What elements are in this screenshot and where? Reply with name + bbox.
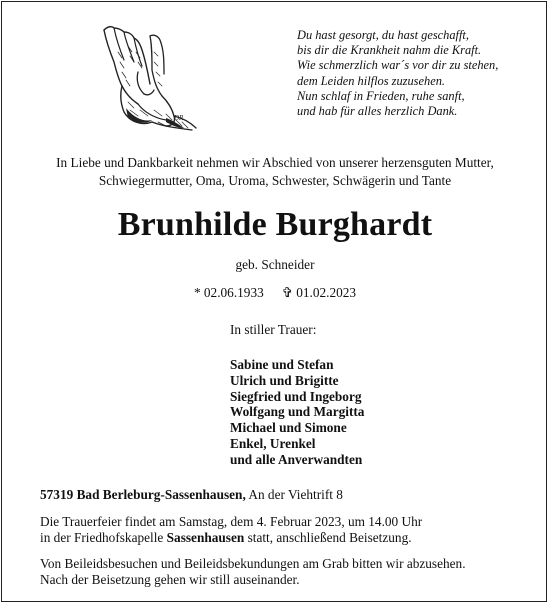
funeral-line-text: in der Friedhofskapelle (40, 530, 167, 545)
intro-text (10, 154, 540, 190)
mourner-name: Sabine und Stefan (230, 357, 334, 372)
birth-date: * 02.06.1933 (193, 285, 264, 300)
artist-signature: DR. (174, 114, 186, 122)
funeral-line-text: statt, anschließend Beisetzung. (244, 530, 412, 545)
intro-line: In Liebe und Dankbarkeit nehmen wir Abschied von unserer herzensguten Mutter, (56, 155, 494, 170)
funeral-info (40, 514, 422, 546)
praying-hands-illustration (92, 22, 212, 134)
intro-line: Schwiegermutter, Oma, Uroma, Schwester, Schwägerin und Tante (98, 173, 452, 188)
mourner-name: und alle Anverwandten (230, 451, 363, 467)
poem-line: dem Leiden hilflos zuzusehen. (297, 73, 445, 88)
life-dates (0, 284, 550, 302)
mourner-name: Wolfgang und Margitta (230, 404, 365, 420)
poem-line: bis dir die Krankheit nahm die Kraft. (297, 43, 482, 58)
notice-line: Von Beileidsbesuchen und Beileidsbekundungen am Grab bitten wir abzusehen. (40, 556, 466, 571)
poem-line: Wie schmerzlich war´s vor dir zu stehen, (297, 58, 499, 73)
address-street: An der Viehtrift 8 (248, 487, 343, 502)
death-date: ✞ 01.02.2023 (281, 285, 357, 300)
mourner-name: Ulrich und Brigitte (230, 372, 339, 388)
mourner-name: Enkel, Urenkel (230, 435, 316, 451)
mourner-name: Siegfried und Ingeborg (230, 388, 362, 404)
poem (297, 28, 542, 119)
poem-line: Nun schlaf in Frieden, ruhe sanft, (297, 88, 465, 103)
funeral-line: Die Trauerfeier findet am Samstag, dem 4. Februar 2023, um 14.00 Uhr (40, 514, 423, 529)
chapel-location: Sassenhausen (166, 530, 245, 545)
deceased-name: Brunhilde Burghardt (117, 206, 433, 243)
mourning-label: In stiller Trauer: (230, 322, 317, 337)
family-address (40, 486, 343, 504)
funeral-line (40, 530, 422, 546)
poem-line: und hab für alles herzlich Dank. (297, 104, 458, 119)
condolence-notice (40, 556, 466, 588)
praying-hands-icon (92, 22, 212, 134)
poem-line: Du hast gesorgt, du hast geschafft, (297, 28, 469, 42)
mourner-name: Michael und Simone (230, 420, 347, 436)
birth-name: geb. Schneider (235, 257, 315, 272)
mourners-list (230, 357, 364, 468)
notice-line: Nach der Beisetzung gehen wir still auseinander. (40, 572, 300, 587)
address-place: 57319 Bad Berleburg-Sassenhausen, (40, 487, 246, 502)
